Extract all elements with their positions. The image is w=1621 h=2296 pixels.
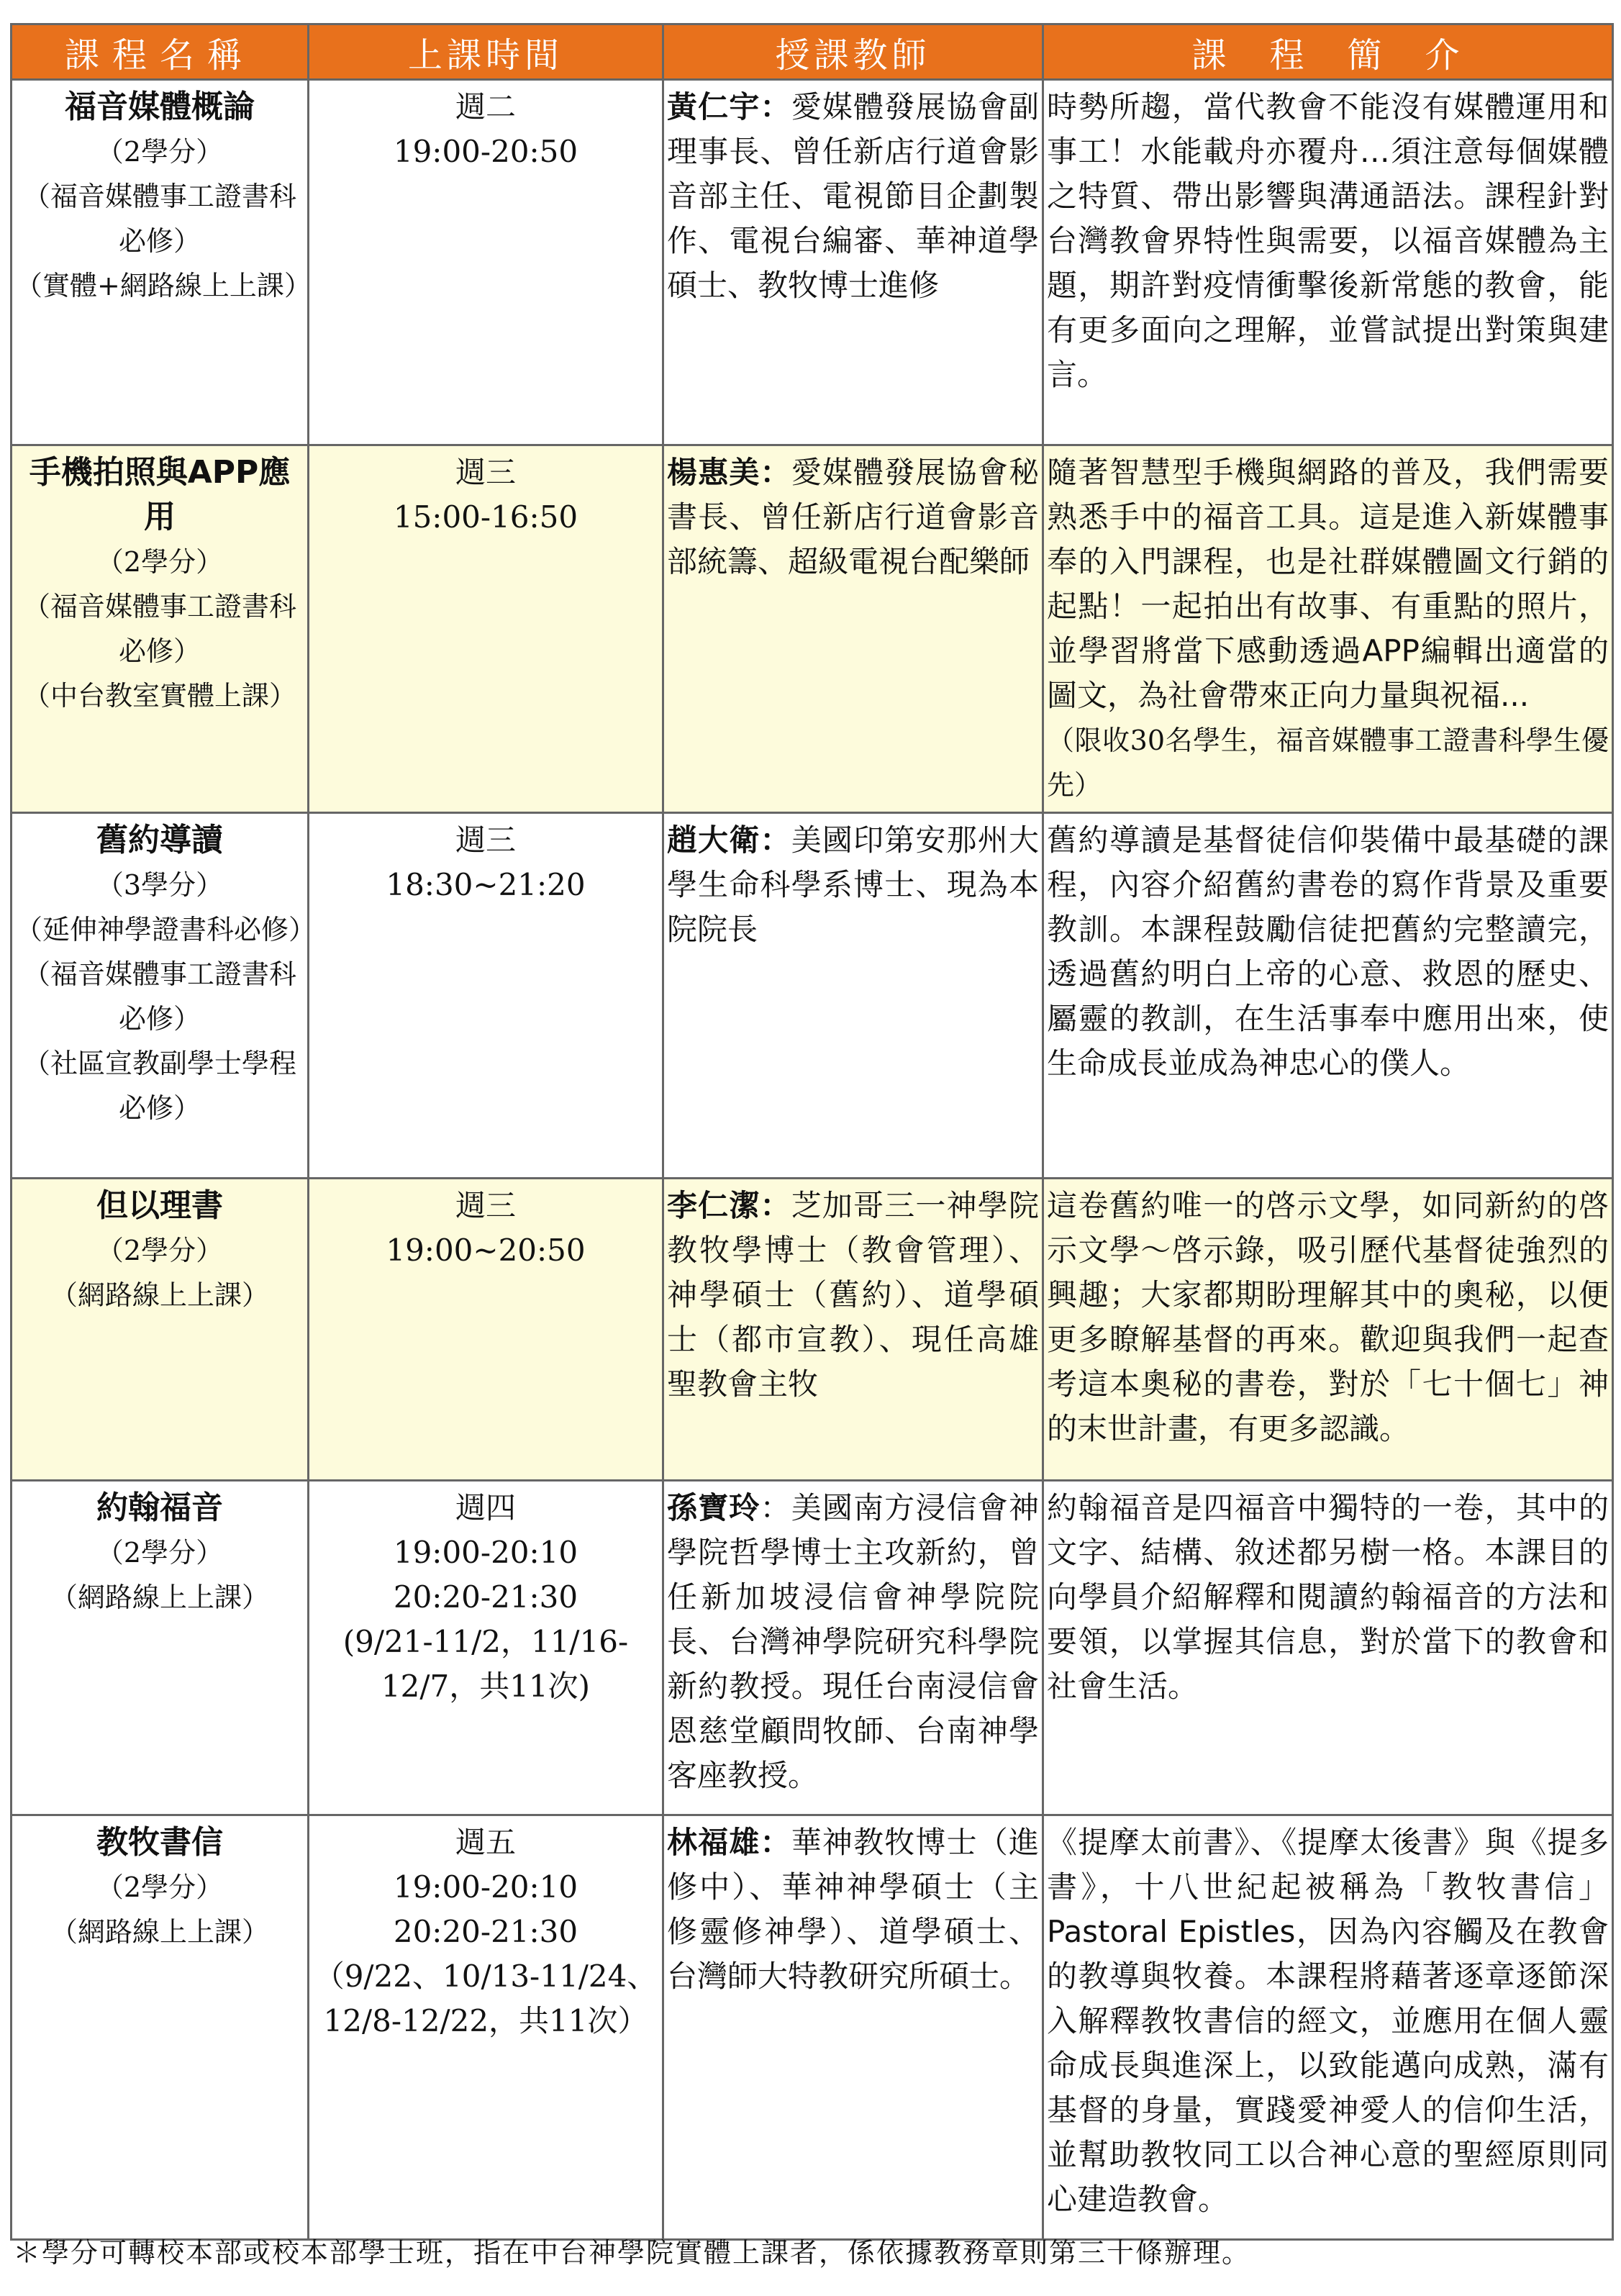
intro-cell bbox=[1043, 1815, 1613, 2240]
course-name: 舊約導讀 bbox=[96, 822, 223, 858]
course-credit: （2學分） bbox=[96, 1871, 224, 1903]
intro-text: 這卷舊約唯一的啓示文學，如同新約的啓示文學～啓示錄，吸引歷代基督徒強烈的興趣；大家都期盼理解其中的奧秘，以便更多瞭解基督的再來。歡迎與我們一起查考這本奧秘的書卷，對於「七十個七」神的末世計畫，有更多認識。 bbox=[1047, 1188, 1609, 1446]
time-line: （9/22、10/13-11/24、12/8-12/22，共11次） bbox=[314, 1959, 658, 2038]
teacher-cell bbox=[663, 1481, 1043, 1815]
teacher-name: 趙大衛： bbox=[667, 822, 791, 858]
course-credit: （2學分） bbox=[96, 1235, 224, 1266]
course-note: （網路線上上課） bbox=[50, 1582, 269, 1613]
course-table bbox=[10, 23, 1614, 2241]
header-course-name: 課程名稱 bbox=[12, 24, 309, 80]
time-line: 15:00-16:50 bbox=[393, 499, 578, 535]
intro-text: 時勢所趨，當代教會不能沒有媒體運用和事工！水能載舟亦覆舟…須注意每個媒體之特質、帶出影響與溝通語法。課程針對台灣教會界特性與需要，以福音媒體為主題，期許對疫情衝擊後新常態的教會，能有更多面向之理解，並嘗試提出對策與建言。 bbox=[1047, 89, 1609, 392]
time-cell bbox=[309, 1815, 663, 2240]
intro-cell bbox=[1043, 445, 1613, 813]
intro-text: 舊約導讀是基督徒信仰裝備中最基礎的課程，內容介紹舊約書卷的寫作背景及重要教訓。本課程鼓勵信徒把舊約完整讀完，透過舊約明白上帝的心意、救恩的歷史、屬靈的教訓，在生活事奉中應用出來，使生命成長並成為神忠心的僕人。 bbox=[1047, 822, 1609, 1081]
table-row bbox=[12, 1179, 1613, 1481]
time-line: 19:00-20:10 bbox=[393, 1869, 578, 1905]
course-note: （福音媒體事工證書科必修） bbox=[22, 591, 296, 667]
course-credit: （2學分） bbox=[96, 1537, 224, 1569]
teacher-name: 孫寶玲 bbox=[667, 1490, 760, 1525]
table-row bbox=[12, 1481, 1613, 1815]
time-line: (9/21-11/2，11/16-12/7，共11次) bbox=[342, 1624, 629, 1704]
time-line: 週二 bbox=[455, 89, 516, 124]
course-note: （網路線上上課） bbox=[50, 1279, 269, 1311]
course-note: （福音媒體事工證書科必修） bbox=[22, 181, 296, 257]
table-row bbox=[12, 80, 1613, 445]
time-line: 20:20-21:30 bbox=[393, 1914, 578, 1949]
footnote: ＊學分可轉校本部或校本部學士班，指在中台神學院實體上課者，係依據教務章則第三十條辦理。 bbox=[13, 2237, 1251, 2269]
intro-text: 約翰福音是四福音中獨特的一卷，其中的文字、結構、敘述都另樹一格。本課目的向學員介紹解釋和閱讀約翰福音的方法和要領，以掌握其信息，對於當下的教會和社會生活。 bbox=[1047, 1490, 1609, 1704]
teacher-cell bbox=[663, 1179, 1043, 1481]
table-row bbox=[12, 1815, 1613, 2240]
course-note: （中台教室實體上課） bbox=[22, 680, 296, 712]
teacher-name: 李仁潔： bbox=[667, 1188, 791, 1223]
teacher-cell bbox=[663, 1815, 1043, 2240]
course-note: （社區宣教副學士學程必修） bbox=[22, 1048, 296, 1124]
teacher-name: 楊惠美： bbox=[667, 455, 791, 490]
course-name-cell bbox=[12, 1179, 309, 1481]
course-name: 手機拍照與APP應用 bbox=[29, 454, 291, 535]
course-name-cell bbox=[12, 445, 309, 813]
time-line: 19:00~20:50 bbox=[386, 1233, 586, 1268]
time-line: 週四 bbox=[455, 1490, 516, 1525]
time-cell bbox=[309, 80, 663, 445]
intro-text: 《提摩太前書》、《提摩太後書》與《提多書》，十八世紀起被稱為「教牧書信」Pastoral Epistles，因為內容觸及在教會的教導與牧養。本課程將藉著逐章逐節深入解釋教牧書信的經文，並應用在個人靈命成長與進深上，以致能邁向成熟，滿有基督的身量，實踐愛神愛人的信仰生活，並幫助教牧同工以合神心意的聖經原則同心建造教會。 bbox=[1047, 1825, 1609, 2217]
course-note: （福音媒體事工證書科必修） bbox=[22, 958, 296, 1035]
header-intro: 課 程 簡 介 bbox=[1043, 24, 1613, 80]
time-line: 週五 bbox=[455, 1825, 516, 1860]
course-note: （延伸神學證書科必修） bbox=[15, 914, 317, 945]
course-name: 約翰福音 bbox=[96, 1489, 223, 1526]
intro-cell bbox=[1043, 1481, 1613, 1815]
course-name-cell bbox=[12, 813, 317, 1179]
intro-cell bbox=[1043, 813, 1613, 1179]
teacher-desc: 愛媒體發展協會秘書長、曾任新店行道會影音部統籌、超級電視台配樂師 bbox=[667, 455, 1039, 579]
teacher-cell bbox=[663, 80, 1043, 445]
time-cell bbox=[309, 813, 663, 1179]
time-cell bbox=[309, 1481, 663, 1815]
teacher-desc: 芝加哥三一神學院教牧學博士（教會管理）、神學碩士（舊約）、道學碩士（都市宣教）、現任高雄聖教會主牧 bbox=[667, 1188, 1039, 1402]
time-line: 19:00-20:10 bbox=[393, 1535, 578, 1570]
time-line: 19:00-20:50 bbox=[393, 134, 578, 169]
course-name-cell bbox=[12, 1481, 309, 1815]
intro-cell bbox=[1043, 1179, 1613, 1481]
course-credit: （3學分） bbox=[96, 869, 224, 901]
course-name: 教牧書信 bbox=[96, 1824, 223, 1861]
teacher-desc: ：美國南方浸信會神學院哲學博士主攻新約，曾任新加坡浸信會神學院院長、台灣神學院研究科學院新約教授。現任台南浸信會恩慈堂顧問牧師、台南神學客座教授。 bbox=[667, 1490, 1039, 1793]
teacher-desc: 華神教牧博士（進修中）、華神神學碩士（主修靈修神學）、道學碩士、台灣師大特教研究所碩士。 bbox=[667, 1825, 1039, 1994]
teacher-cell bbox=[663, 445, 1043, 813]
intro-text: 隨著智慧型手機與網路的普及，我們需要熟悉手中的福音工具。這是進入新媒體事奉的入門課程，也是社群媒體圖文行銷的起點！一起拍出有故事、有重點的照片，並學習將當下感動透過APP編輯出適當的圖文，為社會帶來正向力量與祝福... bbox=[1047, 455, 1609, 713]
time-line: 18:30~21:20 bbox=[386, 867, 586, 902]
course-name-cell bbox=[12, 1815, 309, 2240]
intro-note: （限收30名學生，福音媒體事工證書科學生優先） bbox=[1047, 725, 1609, 801]
course-name: 但以理書 bbox=[96, 1187, 223, 1224]
intro-cell bbox=[1043, 80, 1613, 445]
course-credit: （2學分） bbox=[96, 136, 224, 168]
teacher-desc: 美國印第安那州大學生命科學系博士、現為本院院長 bbox=[667, 822, 1039, 947]
course-name-cell bbox=[12, 80, 312, 445]
header-class-time: 上課時間 bbox=[309, 24, 663, 80]
time-line: 週三 bbox=[455, 455, 516, 490]
teacher-cell bbox=[663, 813, 1043, 1179]
teacher-name: 林福雄： bbox=[667, 1825, 791, 1860]
header-teacher: 授課教師 bbox=[663, 24, 1043, 80]
course-name: 福音媒體概論 bbox=[65, 89, 255, 125]
time-cell bbox=[309, 1179, 663, 1481]
table-row bbox=[12, 445, 1613, 813]
table-row bbox=[12, 813, 1613, 1179]
time-line: 週三 bbox=[455, 1188, 516, 1223]
teacher-desc: 愛媒體發展協會副理事長、曾任新店行道會影音部主任、電視節目企劃製作、電視台編審、華神道學碩士、教牧博士進修 bbox=[667, 89, 1039, 303]
time-cell bbox=[309, 445, 663, 813]
course-credit: （2學分） bbox=[96, 546, 224, 578]
course-note: （實體+網路線上上課） bbox=[15, 270, 312, 301]
time-line: 20:20-21:30 bbox=[393, 1579, 578, 1615]
header-row bbox=[12, 24, 1613, 80]
time-line: 週三 bbox=[455, 822, 516, 858]
teacher-name: 黃仁宇： bbox=[667, 89, 791, 124]
course-note: （網路線上上課） bbox=[50, 1916, 269, 1948]
